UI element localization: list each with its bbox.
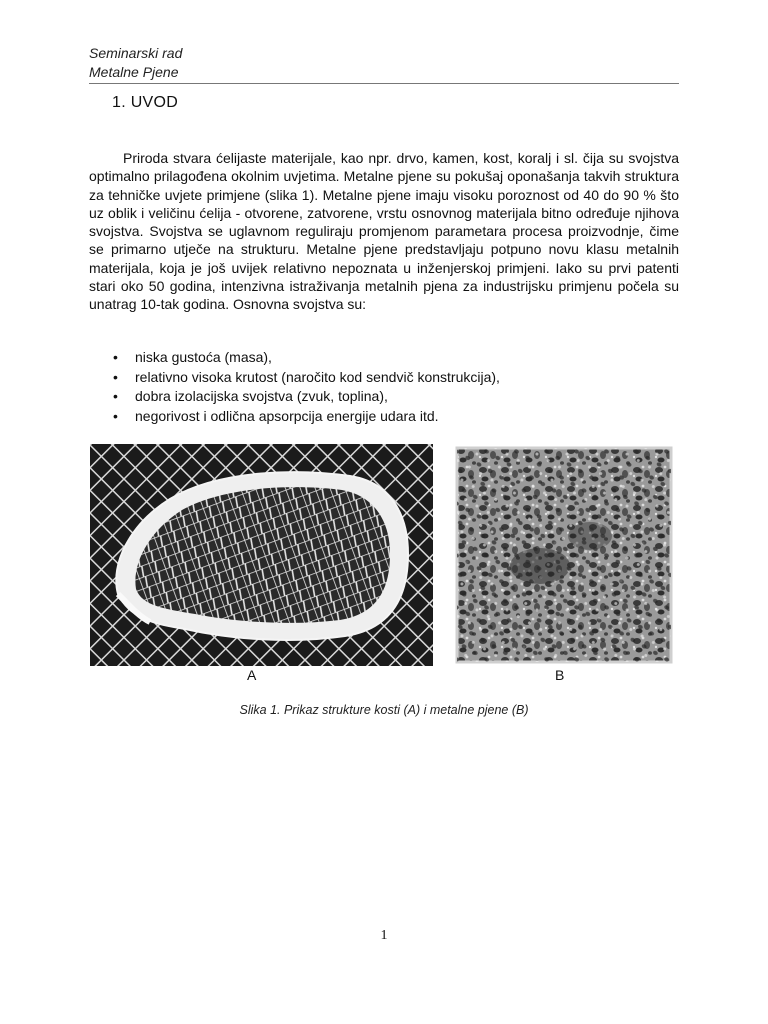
list-item: • relativno visoka krutost (naročito kod sendvič konstrukcija), [89,368,679,388]
list-item: • dobra izolacijska svojstva (zvuk, toplina), [89,387,679,407]
figure-label-b: B [555,667,565,683]
bullet-icon: • [113,349,118,365]
figure-label-a: A [247,667,257,683]
page-header [89,44,679,82]
metal-foam-image [455,446,675,666]
bullet-icon: • [113,407,118,424]
header-line-2: Metalne Pjene [89,64,179,80]
figure-caption: Slika 1. Prikaz strukture kosti (A) i metalne pjene (B) [239,703,529,717]
list-item: • negorivost i odlična apsorpcija energije udara itd. [89,407,679,427]
bullet-icon: • [113,388,118,404]
intro-paragraph: Priroda stvara ćelijaste materijale, kao npr. drvo, kamen, kost, koralj i sl. čija su svojstva optimalno prilagođena okolnim uvjetima. Metalne pjene su pokušaj oponašanja takvih struktura za tehničke uvjete primjene (slika 1). Metalne pjene imaju visoku poroznost od 40 do 90 % što uz oblik i veličinu ćelija - otvorene, zatvorene, vrstu osnovnog materijala bitno određuje njihova svojstva. Svojstva se uglavnom reguliraju promjenom parametara procesa proizvodnje, čime se primarno utječe na strukturu. Metalne pjene predstavljaju potpuno novu klasu metalnih materijala, koja je još uvijek relativno nepoznata u inženjerskoj primjeni. Iako su prvi patenti stari oko 50 godina, intenzivna istraživanja metalnih pjena za industrijsku primjenu počela su unatrag 10-tak godina. Osnovna svojstva su: [89,150,679,313]
bone-structure-image [90,444,433,666]
header-divider [89,83,679,84]
bullet-icon: • [113,368,118,385]
list-item: • niska gustoća (masa), [89,348,679,368]
properties-list [89,348,679,426]
header-line-1: Seminarski rad [89,45,183,61]
page-number: 1 [380,928,388,943]
section-title: 1. UVOD [112,94,179,111]
